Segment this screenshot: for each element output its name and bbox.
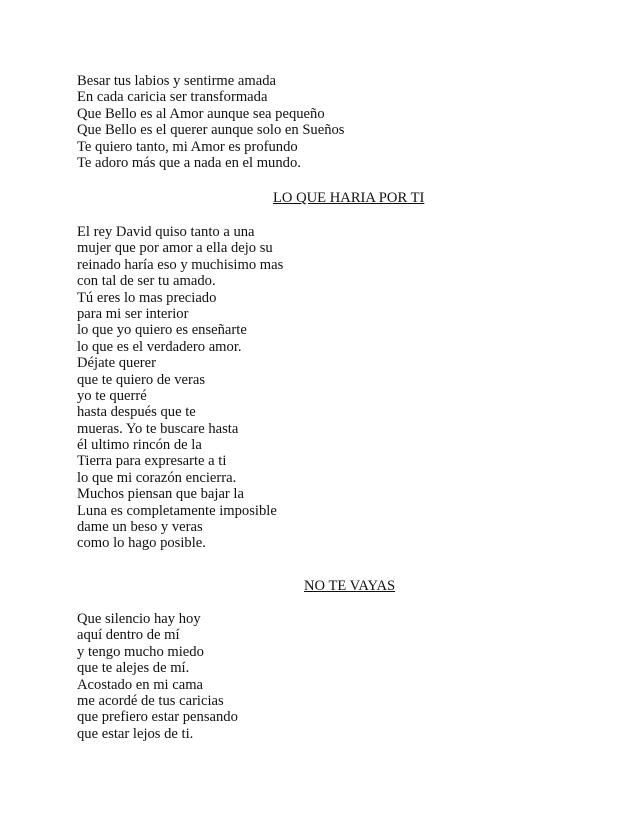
poem-line: Luna es completamente imposible bbox=[77, 502, 277, 519]
poem-title-lo-que-haria-por-ti: LO QUE HARIA POR TI bbox=[273, 190, 425, 206]
poem-line: Muchos piensan que bajar la bbox=[77, 486, 244, 503]
poem-line: lo que yo quiero es enseñarte bbox=[77, 322, 247, 339]
poem-line: yo te querré bbox=[77, 387, 147, 404]
poem-line: aquí dentro de mí bbox=[77, 627, 180, 644]
poem-line: El rey David quiso tanto a una bbox=[77, 224, 255, 240]
poem-no-te-vayas bbox=[77, 611, 557, 742]
poem-line: Tierra para expresarte a ti bbox=[77, 453, 227, 470]
poem-line: Besar tus labios y sentirme amada bbox=[77, 73, 276, 89]
poem-line: Que Bello es al Amor aunque sea pequeño bbox=[77, 105, 325, 122]
poem-line: Que Bello es el querer aunque solo en Sueños bbox=[77, 122, 345, 139]
poem-line: Tú eres lo mas preciado bbox=[77, 289, 217, 306]
poem-line: que te alejes de mí. bbox=[77, 660, 190, 677]
poem-lo-que-haria-por-ti bbox=[77, 224, 557, 552]
poem-line: para mi ser interior bbox=[77, 305, 189, 322]
opening-stanza bbox=[77, 73, 557, 171]
poem-line: él ultimo rincón de la bbox=[77, 437, 202, 454]
poem-line: hasta después que te bbox=[77, 404, 196, 421]
poem-line: y tengo mucho miedo bbox=[77, 643, 204, 660]
poem-line: lo que es el verdadero amor. bbox=[77, 338, 242, 355]
poem-title-no-te-vayas: NO TE VAYAS bbox=[304, 578, 396, 594]
poem-line: Déjate querer bbox=[77, 355, 156, 372]
poem-line: me acordé de tus caricias bbox=[77, 692, 224, 709]
poem-line: mujer que por amor a ella dejo su bbox=[77, 240, 273, 257]
poem-line: En cada caricia ser transformada bbox=[77, 89, 268, 106]
poem-line: que te quiero de veras bbox=[77, 371, 206, 388]
poem-line: Que silencio hay hoy bbox=[77, 611, 201, 627]
poem-line: dame un beso y veras bbox=[77, 519, 203, 536]
poem-line: reinado haría eso y muchisimo mas bbox=[77, 256, 284, 273]
poem-line: mueras. Yo te buscare hasta bbox=[77, 420, 239, 437]
poem-line: Acostado en mi cama bbox=[77, 676, 204, 693]
poem-line: como lo hago posible. bbox=[77, 535, 206, 552]
poem-line: Te adoro más que a nada en el mundo. bbox=[77, 154, 301, 171]
poem-line: con tal de ser tu amado. bbox=[77, 273, 216, 290]
poem-line: lo que mi corazón encierra. bbox=[77, 469, 237, 486]
poem-line: que prefiero estar pensando bbox=[77, 709, 238, 726]
poem-line: que estar lejos de ti. bbox=[77, 725, 194, 742]
poem-line: Te quiero tanto, mi Amor es profundo bbox=[77, 138, 298, 155]
